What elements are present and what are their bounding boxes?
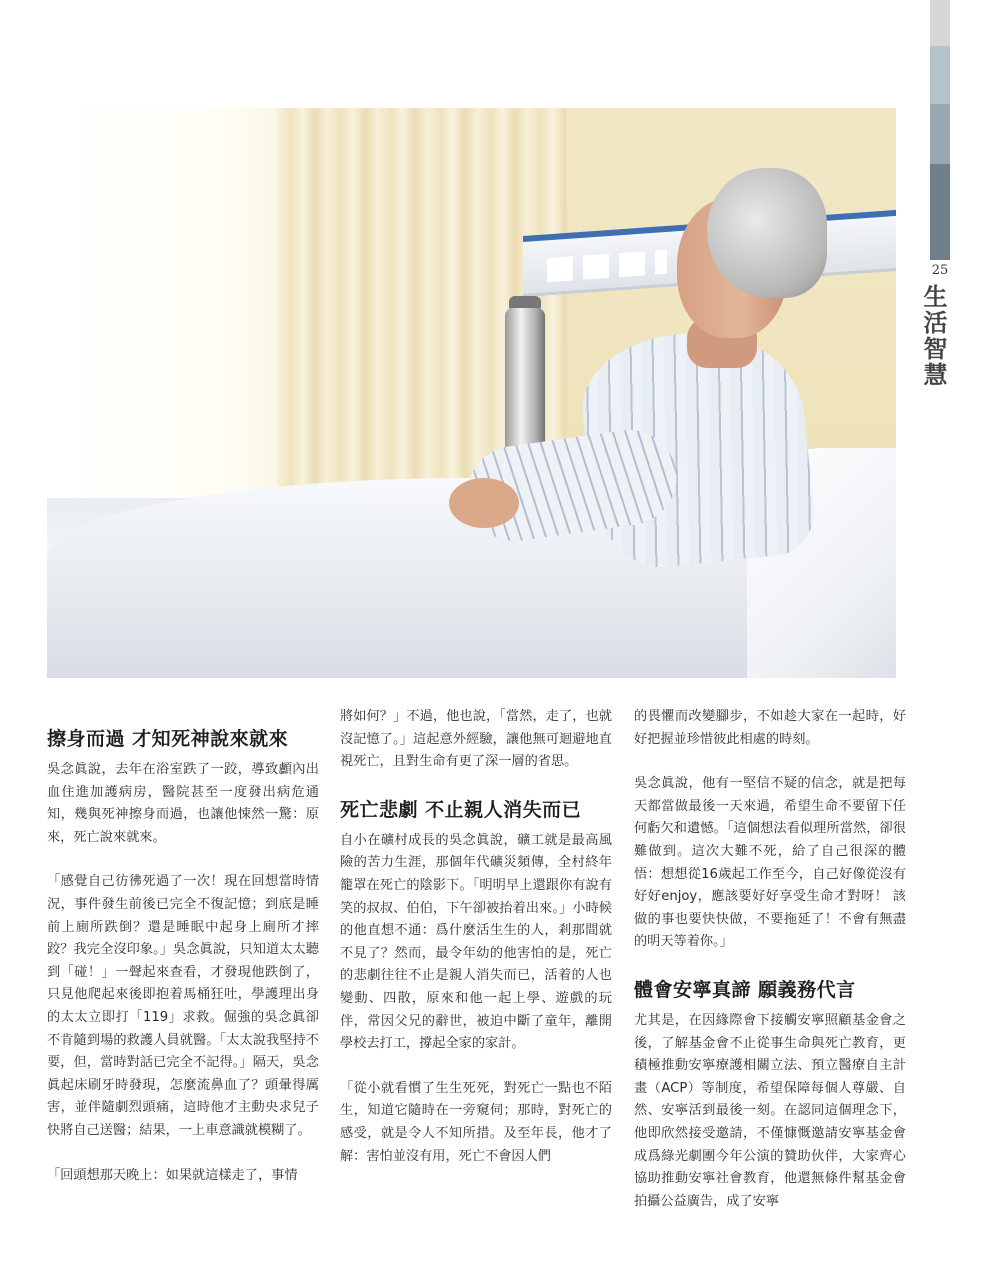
paragraph: 將如何？」不過，他也說，「當然，走了，也就沒記憶了。」這起意外經驗，讓他無可迴避地直視死亡，且對生命有更了深一層的省思。 (340, 709, 612, 770)
edge-tab-1 (930, 0, 950, 46)
paragraph: 自小在礦村成長的吳念眞說，礦工就是最高風險的苦力生涯，那個年代礦災頻傳，全村終年籠罩在死亡的陰影下。「明明早上還跟你有說有笑的叔叔、伯伯，下午卻被抬着出來。」小時候的他直想不通：爲什麼活生生的人，剎那間就不見了？然而，最令年幼的他害怕的是，死亡的悲劇往往不止是親人消失而已，活着的人也變動、四散，原來和他一起上學、遊戲的玩伴，常因父兄的辭世，被迫中斷了童年，離開學校去打工，撐起全家的家計。 (340, 832, 612, 1052)
edge-tab-3 (930, 104, 950, 164)
paragraph: 吳念眞說，去年在浴室跌了一跤，導致顱內出血住進加護病房，醫院甚至一度發出病危通知，幾與死神擦身而過，也讓他悚然一驚：原來，死亡說來就來。 (47, 762, 319, 845)
article-photo (47, 108, 896, 678)
patient-hands (449, 478, 519, 528)
article-column-3 (634, 706, 906, 1235)
paragraph: 尤其是，在因緣際會下接觸安寧照顧基金會之後，了解基金會不止從事生命與死亡教育，更積極推動安寧療護相關立法、預立醫療自主計畫（ACP）等制度，希望保障每個人尊嚴、自然、安寧活到最後一刻。在認同這個理念下，他即欣然接受邀請，不僅慷慨邀請安寧基金會成爲綠光劇團今年公演的贊助伙伴，大家齊心協助推動安寧社會教育，他還無條件幫基金會拍攝公益廣告，成了安寧 (634, 1012, 906, 1209)
thermos-bottle (505, 308, 545, 458)
section-heading-3: 體會安寧真諦 願義務代言 (634, 978, 856, 1001)
paragraph: 的畏懼而改變腳步，不如趁大家在一起時，好好把握並珍惜彼此相處的時刻。 (634, 709, 906, 747)
section-heading-2: 死亡悲劇 不止親人消失而已 (340, 798, 582, 821)
section-heading-1: 擦身而過 才知死神說來就來 (47, 728, 289, 750)
article-column-1 (47, 725, 319, 1209)
paragraph: 「回頭想那天晚上：如果就這樣走了，事情 (47, 1167, 298, 1183)
page-number: 25 (931, 263, 949, 278)
paragraph: 「從小就看慣了生生死死，對死亡一點也不陌生，知道它隨時在一旁窺伺；那時，對死亡的感受，就是令人不知所措。及至年長，他才了解：害怕並沒有用，死亡不會因人們 (340, 1080, 612, 1164)
paragraph: 「感覺自己彷彿死過了一次！現在回想當時情況，事件發生前後已完全不復記憶；到底是睡前上廁所跌倒？還是睡眠中起身上廁所才摔跤？我完全沒印象。」吳念眞說，只知道太太聽到「碰！」一聲起來查看，才發現他跌倒了，只見他爬起來後即抱着馬桶狂吐，學護理出身的太太立即打「119」求救。倔強的吳念眞卻不肯隨到場的救護人員就醫。「太太說我堅持不要，但，當時對話已完全不記得。」隔天，吳念眞起床刷牙時發現，怎麼流鼻血了？頭暈得厲害，並伴隨劇烈頭痛，這時他才主動央求兒子快將自己送醫；結果，一上車意識就模糊了。 (47, 874, 319, 1138)
patient-hair (707, 168, 827, 298)
edge-tab-2 (930, 46, 950, 104)
paragraph: 吳念眞說，他有一堅信不疑的信念，就是把每天都當做最後一天來過，希望生命不要留下任何虧欠和遺憾。「這個想法看似理所當然，卻很難做到。這次大難不死，給了自己很深的體悟：想想從16歲起工作至今，自己好像從沒有好好enjoy，應該要好好享受生命才對呀！ 該做的事也要快快做，不要拖延了！不會有無盡的明天等着你。」 (634, 776, 906, 950)
article-column-2 (340, 706, 612, 1190)
section-name: 生活智慧 (919, 284, 948, 388)
edge-tab-4 (930, 164, 950, 260)
